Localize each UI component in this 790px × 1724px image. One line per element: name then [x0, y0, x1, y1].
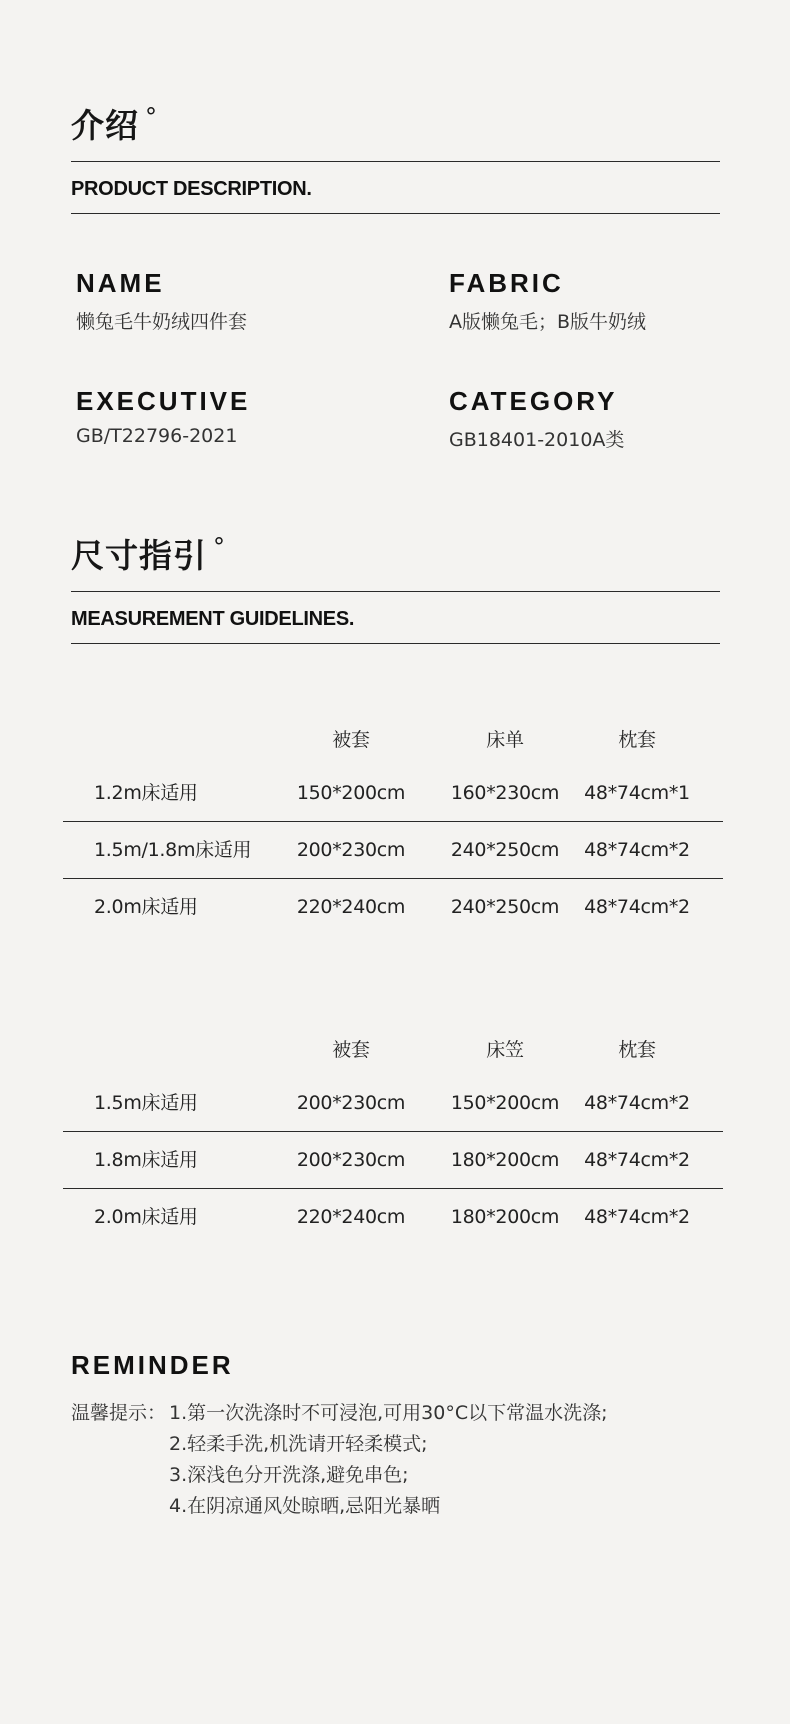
- size-cell: 200*230cm: [296, 1092, 406, 1114]
- header-cell: 被套: [332, 729, 370, 751]
- field-label: FABRIC: [449, 268, 564, 298]
- intro-subtitle: PRODUCT DESCRIPTION.: [71, 178, 312, 200]
- size-cell: 180*200cm: [450, 1149, 560, 1171]
- intro-title-text: 介绍: [71, 106, 139, 145]
- bed-size-cell: 1.5m床适用: [94, 1092, 198, 1114]
- size-cell: 200*230cm: [296, 839, 406, 861]
- field-executive: [76, 386, 250, 447]
- field-category: [449, 386, 624, 452]
- size-cell: 220*240cm: [296, 896, 406, 918]
- size-guide-subtitle: MEASUREMENT GUIDELINES.: [71, 608, 355, 630]
- divider: [71, 161, 720, 162]
- reminder-item: 2.轻柔手洗,机洗请开轻柔模式;: [169, 1433, 428, 1455]
- size-cell: 220*240cm: [296, 1206, 406, 1228]
- size-guide-title: [71, 530, 226, 577]
- size-table-duvet-fitted: [63, 1025, 723, 1245]
- bed-size-cell: 2.0m床适用: [94, 896, 198, 918]
- degree-mark: °: [145, 103, 158, 131]
- field-value: A版懒兔毛；B版牛奶绒: [449, 311, 647, 333]
- size-cell: 48*74cm*2: [584, 1149, 690, 1171]
- table-row: [63, 1189, 723, 1245]
- header-cell: 床笠: [486, 1039, 524, 1061]
- divider: [71, 643, 720, 644]
- table-header: [63, 715, 723, 765]
- field-value: GB18401-2010A类: [449, 429, 625, 451]
- divider: [71, 213, 720, 214]
- header-cell: 被套: [332, 1039, 370, 1061]
- reminder-prefix: 温馨提示：: [71, 1402, 167, 1424]
- bed-size-cell: 1.5m/1.8m床适用: [94, 839, 252, 861]
- size-cell: 240*250cm: [450, 896, 560, 918]
- table-header: [63, 1025, 723, 1075]
- size-cell: 48*74cm*2: [584, 839, 690, 861]
- reminder-title: REMINDER: [71, 1350, 234, 1380]
- table-row: [63, 1075, 723, 1132]
- table-row: [63, 1132, 723, 1189]
- size-cell: 200*230cm: [296, 1149, 406, 1171]
- bed-size-cell: 1.8m床适用: [94, 1149, 198, 1171]
- table-row: [63, 765, 723, 822]
- header-cell: 枕套: [618, 1039, 656, 1061]
- size-cell: 160*230cm: [450, 782, 560, 804]
- reminder-item: 4.在阴凉通风处晾晒,忌阳光暴晒: [169, 1495, 441, 1517]
- field-label: CATEGORY: [449, 386, 618, 416]
- reminder-block: [71, 1398, 608, 1522]
- reminder-item: 1.第一次洗涤时不可浸泡,可用30°C以下常温水洗涤;: [169, 1402, 608, 1424]
- size-cell: 48*74cm*2: [584, 1092, 690, 1114]
- table-row: [63, 822, 723, 879]
- table-row: [63, 879, 723, 935]
- size-cell: 150*200cm: [450, 1092, 560, 1114]
- header-cell: 枕套: [618, 729, 656, 751]
- bed-size-cell: 1.2m床适用: [94, 782, 198, 804]
- size-cell: 48*74cm*2: [584, 896, 690, 918]
- divider: [71, 591, 720, 592]
- field-label: NAME: [76, 268, 165, 298]
- size-table-duvet-sheet: [63, 715, 723, 935]
- size-guide-title-text: 尺寸指引: [71, 536, 207, 575]
- field-label: EXECUTIVE: [76, 386, 251, 416]
- size-cell: 180*200cm: [450, 1206, 560, 1228]
- size-cell: 240*250cm: [450, 839, 560, 861]
- size-cell: 48*74cm*1: [584, 782, 690, 804]
- header-cell: 床单: [486, 729, 524, 751]
- field-name: [76, 268, 247, 334]
- reminder-item: 3.深浅色分开洗涤,避免串色;: [169, 1464, 409, 1486]
- intro-title: [71, 100, 158, 147]
- bed-size-cell: 2.0m床适用: [94, 1206, 198, 1228]
- field-value: 懒兔毛牛奶绒四件套: [76, 311, 248, 333]
- field-value: GB/T22796-2021: [76, 425, 238, 447]
- field-fabric: [449, 268, 646, 334]
- degree-mark: °: [213, 533, 226, 561]
- size-cell: 150*200cm: [296, 782, 406, 804]
- size-cell: 48*74cm*2: [584, 1206, 690, 1228]
